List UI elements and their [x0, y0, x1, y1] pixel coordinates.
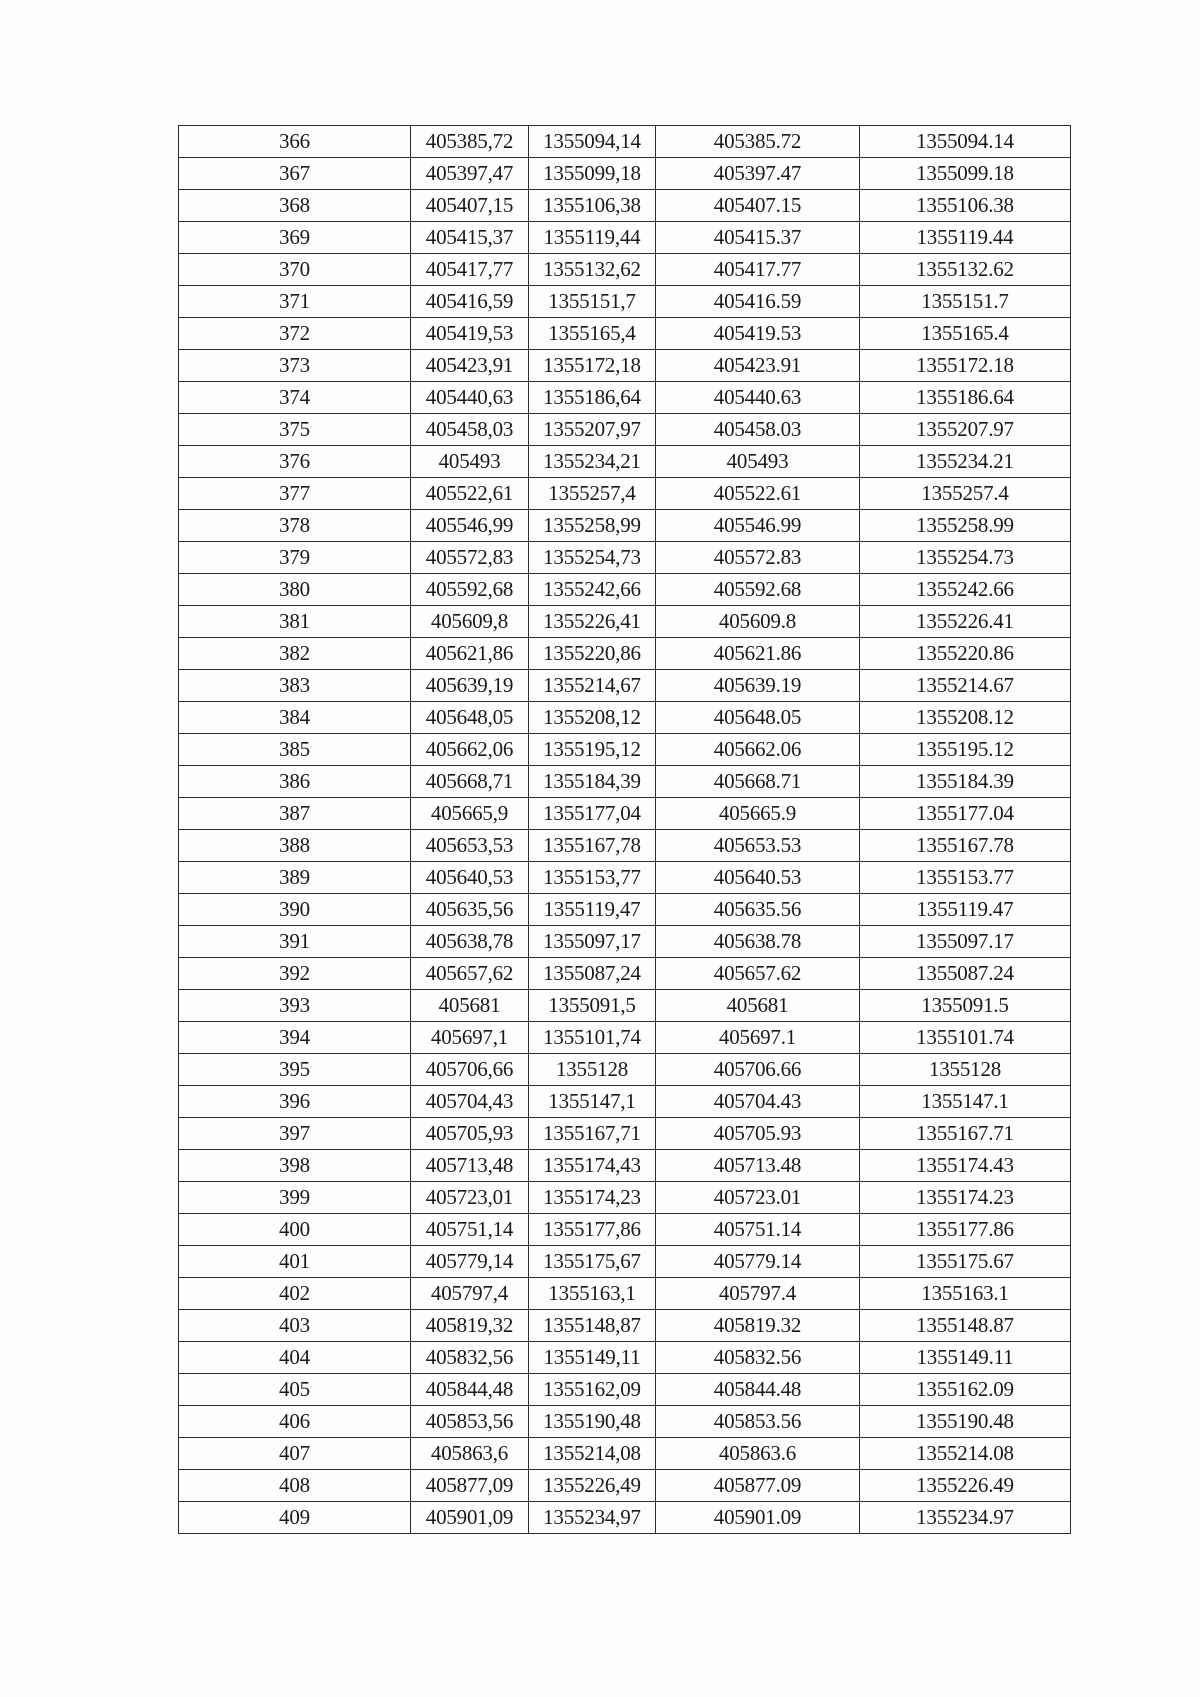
x-dot-cell: 405416.59	[656, 286, 860, 318]
x-comma-cell: 405797,4	[411, 1278, 529, 1310]
point-number-cell: 405	[179, 1374, 411, 1406]
point-number-cell: 389	[179, 862, 411, 894]
y-comma-cell: 1355186,64	[529, 382, 656, 414]
table-row	[179, 830, 1071, 862]
table-row	[179, 1342, 1071, 1374]
table-row	[179, 414, 1071, 446]
x-dot-cell: 405415.37	[656, 222, 860, 254]
y-dot-cell: 1355184.39	[860, 766, 1071, 798]
point-number-cell: 375	[179, 414, 411, 446]
y-comma-cell: 1355174,23	[529, 1182, 656, 1214]
point-number-cell: 368	[179, 190, 411, 222]
x-comma-cell: 405621,86	[411, 638, 529, 670]
point-number-cell: 408	[179, 1470, 411, 1502]
y-dot-cell: 1355234.97	[860, 1502, 1071, 1534]
table-row	[179, 862, 1071, 894]
x-dot-cell: 405640.53	[656, 862, 860, 894]
table-row	[179, 1150, 1071, 1182]
point-number-cell: 397	[179, 1118, 411, 1150]
y-comma-cell: 1355165,4	[529, 318, 656, 350]
x-comma-cell: 405397,47	[411, 158, 529, 190]
x-dot-cell: 405407.15	[656, 190, 860, 222]
x-dot-cell: 405458.03	[656, 414, 860, 446]
x-dot-cell: 405844.48	[656, 1374, 860, 1406]
x-dot-cell: 405681	[656, 990, 860, 1022]
x-comma-cell: 405639,19	[411, 670, 529, 702]
point-number-cell: 392	[179, 958, 411, 990]
point-number-cell: 403	[179, 1310, 411, 1342]
y-dot-cell: 1355101.74	[860, 1022, 1071, 1054]
x-comma-cell: 405705,93	[411, 1118, 529, 1150]
y-dot-cell: 1355242.66	[860, 574, 1071, 606]
y-comma-cell: 1355172,18	[529, 350, 656, 382]
table-row	[179, 574, 1071, 606]
y-comma-cell: 1355101,74	[529, 1022, 656, 1054]
x-dot-cell: 405705.93	[656, 1118, 860, 1150]
table-row	[179, 894, 1071, 926]
y-dot-cell: 1355175.67	[860, 1246, 1071, 1278]
x-comma-cell: 405419,53	[411, 318, 529, 350]
x-dot-cell: 405668.71	[656, 766, 860, 798]
y-comma-cell: 1355097,17	[529, 926, 656, 958]
x-dot-cell: 405877.09	[656, 1470, 860, 1502]
x-comma-cell: 405681	[411, 990, 529, 1022]
point-number-cell: 393	[179, 990, 411, 1022]
point-number-cell: 379	[179, 542, 411, 574]
y-dot-cell: 1355087.24	[860, 958, 1071, 990]
table-row	[179, 382, 1071, 414]
y-comma-cell: 1355184,39	[529, 766, 656, 798]
point-number-cell: 409	[179, 1502, 411, 1534]
y-comma-cell: 1355099,18	[529, 158, 656, 190]
point-number-cell: 404	[179, 1342, 411, 1374]
point-number-cell: 382	[179, 638, 411, 670]
point-number-cell: 402	[179, 1278, 411, 1310]
x-comma-cell: 405832,56	[411, 1342, 529, 1374]
table-row	[179, 1278, 1071, 1310]
x-comma-cell: 405751,14	[411, 1214, 529, 1246]
point-number-cell: 391	[179, 926, 411, 958]
x-comma-cell: 405819,32	[411, 1310, 529, 1342]
y-comma-cell: 1355220,86	[529, 638, 656, 670]
x-comma-cell: 405423,91	[411, 350, 529, 382]
y-comma-cell: 1355214,67	[529, 670, 656, 702]
y-dot-cell: 1355132.62	[860, 254, 1071, 286]
x-dot-cell: 405423.91	[656, 350, 860, 382]
x-dot-cell: 405639.19	[656, 670, 860, 702]
point-number-cell: 390	[179, 894, 411, 926]
y-comma-cell: 1355153,77	[529, 862, 656, 894]
y-dot-cell: 1355190.48	[860, 1406, 1071, 1438]
y-dot-cell: 1355174.23	[860, 1182, 1071, 1214]
x-comma-cell: 405713,48	[411, 1150, 529, 1182]
x-comma-cell: 405493	[411, 446, 529, 478]
y-dot-cell: 1355214.67	[860, 670, 1071, 702]
x-comma-cell: 405415,37	[411, 222, 529, 254]
y-comma-cell: 1355177,04	[529, 798, 656, 830]
x-dot-cell: 405635.56	[656, 894, 860, 926]
y-dot-cell: 1355177.86	[860, 1214, 1071, 1246]
point-number-cell: 366	[179, 126, 411, 158]
table-row	[179, 606, 1071, 638]
y-dot-cell: 1355258.99	[860, 510, 1071, 542]
table-row	[179, 1214, 1071, 1246]
table-row	[179, 1054, 1071, 1086]
y-comma-cell: 1355254,73	[529, 542, 656, 574]
y-comma-cell: 1355119,47	[529, 894, 656, 926]
x-comma-cell: 405609,8	[411, 606, 529, 638]
point-number-cell: 396	[179, 1086, 411, 1118]
y-comma-cell: 1355147,1	[529, 1086, 656, 1118]
table-row	[179, 670, 1071, 702]
x-comma-cell: 405704,43	[411, 1086, 529, 1118]
y-dot-cell: 1355099.18	[860, 158, 1071, 190]
point-number-cell: 400	[179, 1214, 411, 1246]
table-row	[179, 318, 1071, 350]
y-comma-cell: 1355177,86	[529, 1214, 656, 1246]
x-comma-cell: 405697,1	[411, 1022, 529, 1054]
y-dot-cell: 1355186.64	[860, 382, 1071, 414]
x-comma-cell: 405416,59	[411, 286, 529, 318]
x-dot-cell: 405819.32	[656, 1310, 860, 1342]
x-dot-cell: 405863.6	[656, 1438, 860, 1470]
x-dot-cell: 405493	[656, 446, 860, 478]
point-number-cell: 407	[179, 1438, 411, 1470]
point-number-cell: 395	[179, 1054, 411, 1086]
x-comma-cell: 405592,68	[411, 574, 529, 606]
point-number-cell: 373	[179, 350, 411, 382]
point-number-cell: 384	[179, 702, 411, 734]
table-row	[179, 1310, 1071, 1342]
y-comma-cell: 1355195,12	[529, 734, 656, 766]
point-number-cell: 383	[179, 670, 411, 702]
table-row	[179, 1470, 1071, 1502]
table-row	[179, 1374, 1071, 1406]
x-comma-cell: 405657,62	[411, 958, 529, 990]
x-dot-cell: 405665.9	[656, 798, 860, 830]
y-dot-cell: 1355091.5	[860, 990, 1071, 1022]
x-comma-cell: 405648,05	[411, 702, 529, 734]
y-comma-cell: 1355190,48	[529, 1406, 656, 1438]
y-dot-cell: 1355106.38	[860, 190, 1071, 222]
y-comma-cell: 1355207,97	[529, 414, 656, 446]
y-dot-cell: 1355207.97	[860, 414, 1071, 446]
x-comma-cell: 405640,53	[411, 862, 529, 894]
table-row	[179, 1246, 1071, 1278]
x-dot-cell: 405832.56	[656, 1342, 860, 1374]
x-dot-cell: 405657.62	[656, 958, 860, 990]
y-dot-cell: 1355172.18	[860, 350, 1071, 382]
table-row	[179, 286, 1071, 318]
y-dot-cell: 1355174.43	[860, 1150, 1071, 1182]
table-row	[179, 510, 1071, 542]
y-dot-cell: 1355094.14	[860, 126, 1071, 158]
table-row	[179, 926, 1071, 958]
x-dot-cell: 405779.14	[656, 1246, 860, 1278]
table-row	[179, 190, 1071, 222]
x-comma-cell: 405863,6	[411, 1438, 529, 1470]
point-number-cell: 370	[179, 254, 411, 286]
x-comma-cell: 405638,78	[411, 926, 529, 958]
x-comma-cell: 405779,14	[411, 1246, 529, 1278]
y-comma-cell: 1355132,62	[529, 254, 656, 286]
x-dot-cell: 405397.47	[656, 158, 860, 190]
table-row	[179, 1086, 1071, 1118]
table-row	[179, 1182, 1071, 1214]
table-row	[179, 638, 1071, 670]
table-row	[179, 702, 1071, 734]
y-dot-cell: 1355208.12	[860, 702, 1071, 734]
y-dot-cell: 1355226.49	[860, 1470, 1071, 1502]
point-number-cell: 371	[179, 286, 411, 318]
x-dot-cell: 405713.48	[656, 1150, 860, 1182]
y-comma-cell: 1355214,08	[529, 1438, 656, 1470]
x-comma-cell: 405706,66	[411, 1054, 529, 1086]
point-number-cell: 401	[179, 1246, 411, 1278]
x-dot-cell: 405648.05	[656, 702, 860, 734]
x-comma-cell: 405458,03	[411, 414, 529, 446]
y-dot-cell: 1355153.77	[860, 862, 1071, 894]
y-comma-cell: 1355226,41	[529, 606, 656, 638]
y-dot-cell: 1355148.87	[860, 1310, 1071, 1342]
y-dot-cell: 1355147.1	[860, 1086, 1071, 1118]
table-row	[179, 958, 1071, 990]
y-dot-cell: 1355167.78	[860, 830, 1071, 862]
x-dot-cell: 405592.68	[656, 574, 860, 606]
x-dot-cell: 405797.4	[656, 1278, 860, 1310]
y-comma-cell: 1355257,4	[529, 478, 656, 510]
x-dot-cell: 405385.72	[656, 126, 860, 158]
y-dot-cell: 1355149.11	[860, 1342, 1071, 1374]
x-dot-cell: 405417.77	[656, 254, 860, 286]
y-dot-cell: 1355162.09	[860, 1374, 1071, 1406]
y-dot-cell: 1355097.17	[860, 926, 1071, 958]
y-comma-cell: 1355149,11	[529, 1342, 656, 1374]
x-dot-cell: 405419.53	[656, 318, 860, 350]
x-comma-cell: 405653,53	[411, 830, 529, 862]
table-row	[179, 158, 1071, 190]
y-comma-cell: 1355148,87	[529, 1310, 656, 1342]
table-row	[179, 478, 1071, 510]
point-number-cell: 388	[179, 830, 411, 862]
x-comma-cell: 405635,56	[411, 894, 529, 926]
x-comma-cell: 405844,48	[411, 1374, 529, 1406]
y-comma-cell: 1355151,7	[529, 286, 656, 318]
x-dot-cell: 405697.1	[656, 1022, 860, 1054]
y-dot-cell: 1355167.71	[860, 1118, 1071, 1150]
point-number-cell: 369	[179, 222, 411, 254]
table-row	[179, 254, 1071, 286]
table-row	[179, 798, 1071, 830]
y-comma-cell: 1355208,12	[529, 702, 656, 734]
table-row	[179, 350, 1071, 382]
y-comma-cell: 1355234,21	[529, 446, 656, 478]
x-dot-cell: 405704.43	[656, 1086, 860, 1118]
point-number-cell: 377	[179, 478, 411, 510]
x-comma-cell: 405665,9	[411, 798, 529, 830]
y-comma-cell: 1355242,66	[529, 574, 656, 606]
y-dot-cell: 1355128	[860, 1054, 1071, 1086]
x-comma-cell: 405417,77	[411, 254, 529, 286]
point-number-cell: 367	[179, 158, 411, 190]
point-number-cell: 399	[179, 1182, 411, 1214]
table-row	[179, 126, 1071, 158]
x-comma-cell: 405853,56	[411, 1406, 529, 1438]
coordinates-table	[178, 125, 1071, 1534]
point-number-cell: 406	[179, 1406, 411, 1438]
table-row	[179, 1438, 1071, 1470]
x-comma-cell: 405440,63	[411, 382, 529, 414]
table-row	[179, 1118, 1071, 1150]
y-comma-cell: 1355162,09	[529, 1374, 656, 1406]
x-comma-cell: 405668,71	[411, 766, 529, 798]
x-comma-cell: 405901,09	[411, 1502, 529, 1534]
point-number-cell: 374	[179, 382, 411, 414]
y-comma-cell: 1355087,24	[529, 958, 656, 990]
y-comma-cell: 1355163,1	[529, 1278, 656, 1310]
y-comma-cell: 1355175,67	[529, 1246, 656, 1278]
point-number-cell: 394	[179, 1022, 411, 1054]
x-dot-cell: 405901.09	[656, 1502, 860, 1534]
table-row	[179, 222, 1071, 254]
table-row	[179, 1502, 1071, 1534]
y-comma-cell: 1355106,38	[529, 190, 656, 222]
x-dot-cell: 405621.86	[656, 638, 860, 670]
x-dot-cell: 405706.66	[656, 1054, 860, 1086]
y-dot-cell: 1355214.08	[860, 1438, 1071, 1470]
y-comma-cell: 1355119,44	[529, 222, 656, 254]
table-row	[179, 1022, 1071, 1054]
y-dot-cell: 1355254.73	[860, 542, 1071, 574]
y-comma-cell: 1355226,49	[529, 1470, 656, 1502]
x-comma-cell: 405877,09	[411, 1470, 529, 1502]
point-number-cell: 378	[179, 510, 411, 542]
y-dot-cell: 1355177.04	[860, 798, 1071, 830]
y-dot-cell: 1355165.4	[860, 318, 1071, 350]
y-dot-cell: 1355119.47	[860, 894, 1071, 926]
y-comma-cell: 1355094,14	[529, 126, 656, 158]
x-comma-cell: 405662,06	[411, 734, 529, 766]
y-comma-cell: 1355258,99	[529, 510, 656, 542]
table-row	[179, 542, 1071, 574]
y-dot-cell: 1355119.44	[860, 222, 1071, 254]
x-comma-cell: 405522,61	[411, 478, 529, 510]
x-dot-cell: 405572.83	[656, 542, 860, 574]
y-dot-cell: 1355151.7	[860, 286, 1071, 318]
x-comma-cell: 405572,83	[411, 542, 529, 574]
table-row	[179, 1406, 1071, 1438]
x-dot-cell: 405638.78	[656, 926, 860, 958]
y-dot-cell: 1355234.21	[860, 446, 1071, 478]
y-comma-cell: 1355167,71	[529, 1118, 656, 1150]
table-row	[179, 734, 1071, 766]
point-number-cell: 385	[179, 734, 411, 766]
point-number-cell: 380	[179, 574, 411, 606]
y-dot-cell: 1355163.1	[860, 1278, 1071, 1310]
point-number-cell: 381	[179, 606, 411, 638]
y-comma-cell: 1355234,97	[529, 1502, 656, 1534]
point-number-cell: 372	[179, 318, 411, 350]
y-dot-cell: 1355226.41	[860, 606, 1071, 638]
point-number-cell: 386	[179, 766, 411, 798]
x-dot-cell: 405853.56	[656, 1406, 860, 1438]
x-comma-cell: 405546,99	[411, 510, 529, 542]
y-dot-cell: 1355220.86	[860, 638, 1071, 670]
x-dot-cell: 405662.06	[656, 734, 860, 766]
point-number-cell: 398	[179, 1150, 411, 1182]
point-number-cell: 387	[179, 798, 411, 830]
y-comma-cell: 1355167,78	[529, 830, 656, 862]
x-dot-cell: 405440.63	[656, 382, 860, 414]
table-row	[179, 446, 1071, 478]
x-dot-cell: 405653.53	[656, 830, 860, 862]
table-row	[179, 766, 1071, 798]
coordinates-table-body	[179, 126, 1071, 1534]
x-comma-cell: 405723,01	[411, 1182, 529, 1214]
y-comma-cell: 1355091,5	[529, 990, 656, 1022]
y-comma-cell: 1355128	[529, 1054, 656, 1086]
table-row	[179, 990, 1071, 1022]
x-dot-cell: 405609.8	[656, 606, 860, 638]
point-number-cell: 376	[179, 446, 411, 478]
y-dot-cell: 1355195.12	[860, 734, 1071, 766]
x-dot-cell: 405546.99	[656, 510, 860, 542]
x-dot-cell: 405723.01	[656, 1182, 860, 1214]
y-comma-cell: 1355174,43	[529, 1150, 656, 1182]
x-dot-cell: 405751.14	[656, 1214, 860, 1246]
x-comma-cell: 405407,15	[411, 190, 529, 222]
y-dot-cell: 1355257.4	[860, 478, 1071, 510]
x-dot-cell: 405522.61	[656, 478, 860, 510]
x-comma-cell: 405385,72	[411, 126, 529, 158]
